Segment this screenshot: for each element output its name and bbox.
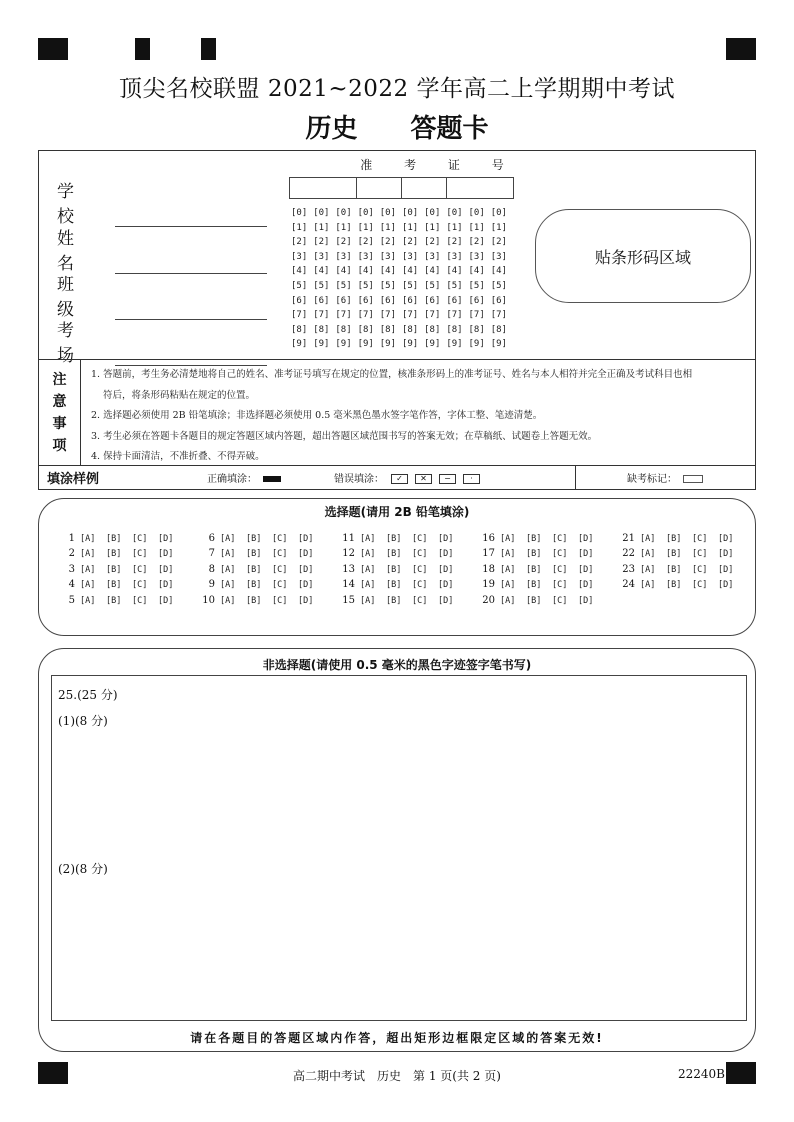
registration-mark bbox=[726, 38, 756, 60]
option-bubble[interactable]: [B] bbox=[246, 595, 262, 606]
question-number: 7 bbox=[208, 548, 215, 560]
choice-question-row[interactable] bbox=[479, 577, 619, 592]
option-bubble[interactable]: [C] bbox=[412, 580, 428, 591]
option-bubble[interactable]: [C] bbox=[552, 595, 568, 606]
option-bubble[interactable]: [B] bbox=[386, 595, 402, 606]
question-number: 20 bbox=[482, 594, 495, 606]
digit-bubble[interactable]: [5] bbox=[424, 280, 441, 291]
digit-bubble[interactable]: [9] bbox=[490, 339, 507, 350]
question-number: 10 bbox=[202, 594, 215, 606]
question-number: 8 bbox=[208, 563, 215, 575]
exam-digit-row[interactable] bbox=[291, 221, 513, 236]
question-number: 4 bbox=[68, 579, 75, 591]
option-bubble[interactable]: [B] bbox=[246, 549, 262, 560]
option-bubble[interactable]: [C] bbox=[552, 564, 568, 575]
choice-question-row[interactable] bbox=[339, 593, 479, 608]
digit-bubble[interactable]: [1] bbox=[468, 222, 485, 233]
option-bubble[interactable]: [D] bbox=[298, 595, 314, 606]
registration-mark bbox=[135, 38, 150, 60]
digit-bubble[interactable]: [0] bbox=[379, 208, 397, 218]
option-bubble[interactable]: [C] bbox=[552, 534, 568, 544]
name-field[interactable]: 姓 名 bbox=[57, 224, 267, 274]
digit-bubble[interactable]: [2] bbox=[313, 237, 330, 248]
option-bubble[interactable]: [C] bbox=[272, 580, 288, 591]
choice-question-row[interactable] bbox=[339, 577, 479, 592]
option-bubble[interactable]: [B] bbox=[666, 534, 682, 544]
class-field[interactable]: 班 级 bbox=[57, 270, 267, 320]
digit-bubble[interactable]: [2] bbox=[357, 237, 374, 248]
digit-bubble[interactable]: [6] bbox=[379, 295, 397, 306]
digit-bubble[interactable]: [1] bbox=[357, 222, 374, 233]
correct-fill-example: 正确填涂： bbox=[207, 470, 281, 485]
digit-bubble[interactable]: [0] bbox=[401, 208, 419, 218]
option-bubble[interactable]: [A] bbox=[80, 580, 96, 591]
digit-bubble[interactable]: [7] bbox=[313, 310, 330, 321]
option-bubble[interactable]: [B] bbox=[386, 564, 402, 575]
fill-example-row bbox=[39, 465, 755, 490]
digit-bubble[interactable]: [8] bbox=[490, 324, 507, 335]
digit-bubble[interactable]: [6] bbox=[401, 295, 419, 306]
answer-box-25[interactable] bbox=[51, 675, 747, 1021]
digit-bubble[interactable]: [5] bbox=[335, 280, 352, 291]
choice-question-row[interactable] bbox=[619, 562, 759, 577]
option-bubble[interactable]: [D] bbox=[158, 580, 174, 591]
digit-bubble[interactable]: [1] bbox=[379, 222, 397, 233]
option-bubble[interactable]: [C] bbox=[692, 564, 708, 575]
page-footer: 高二期中考试 历史 第 1 页(共 2 页) bbox=[293, 1069, 501, 1083]
option-bubble[interactable]: [D] bbox=[158, 595, 174, 606]
note-item: 1. 答题前，考生务必清楚地将自己的姓名、准考证号填写在规定的位置，核准条形码上的准考证号、姓名与本人相符并完全正确及考试科目也相 bbox=[91, 369, 693, 380]
digit-bubble[interactable]: [9] bbox=[401, 339, 419, 350]
digit-bubble[interactable]: [0] bbox=[313, 208, 330, 218]
choice-question-row[interactable] bbox=[59, 593, 199, 608]
digit-bubble[interactable]: [7] bbox=[468, 310, 485, 321]
option-bubble[interactable]: [C] bbox=[692, 580, 708, 591]
digit-bubble[interactable]: [0] bbox=[335, 208, 352, 218]
option-bubble[interactable]: [D] bbox=[718, 564, 734, 575]
question-number: 1 bbox=[68, 533, 75, 544]
option-bubble[interactable]: [B] bbox=[526, 534, 542, 544]
notes-heading: 注 意 事 项 bbox=[39, 359, 81, 465]
option-bubble[interactable]: [C] bbox=[132, 564, 148, 575]
option-bubble[interactable]: [D] bbox=[298, 564, 314, 575]
digit-bubble[interactable]: [3] bbox=[446, 251, 463, 262]
option-bubble[interactable]: [D] bbox=[718, 580, 734, 591]
option-bubble[interactable]: [D] bbox=[578, 564, 594, 575]
exam-digit-row[interactable] bbox=[291, 235, 513, 250]
option-bubble[interactable]: [B] bbox=[526, 580, 542, 591]
digit-bubble[interactable]: [1] bbox=[446, 222, 463, 233]
option-bubble[interactable]: [B] bbox=[666, 564, 682, 575]
digit-bubble[interactable]: [7] bbox=[357, 310, 374, 321]
option-bubble[interactable]: [A] bbox=[220, 580, 236, 591]
digit-bubble[interactable]: [4] bbox=[313, 266, 330, 277]
choice-question-row[interactable] bbox=[339, 531, 479, 546]
option-bubble[interactable]: [D] bbox=[298, 549, 314, 560]
option-bubble[interactable]: [D] bbox=[578, 549, 594, 560]
digit-bubble[interactable]: [5] bbox=[291, 280, 308, 291]
nonchoice-section bbox=[38, 648, 756, 1052]
option-bubble[interactable]: [D] bbox=[718, 549, 734, 560]
digit-bubble[interactable]: [3] bbox=[313, 251, 330, 262]
exam-number-label: 准 考 证 号 bbox=[360, 158, 518, 172]
digit-bubble[interactable]: [5] bbox=[357, 280, 374, 291]
digit-bubble[interactable]: [0] bbox=[490, 208, 507, 218]
option-bubble[interactable]: [D] bbox=[578, 595, 594, 606]
option-bubble[interactable]: [B] bbox=[386, 534, 402, 544]
digit-bubble[interactable]: [3] bbox=[468, 251, 485, 262]
digit-bubble[interactable]: [4] bbox=[424, 266, 441, 277]
choice-question-row[interactable] bbox=[619, 546, 759, 561]
note-item: 3. 考生必须在答题卡各题目的规定答题区域内答题，超出答题区域范围书写的答案无效；在草稿纸、试题卷上答题无效。 bbox=[91, 430, 598, 442]
question-number: 5 bbox=[68, 594, 75, 606]
digit-bubble[interactable]: [5] bbox=[401, 280, 419, 291]
exam-digit-row[interactable] bbox=[291, 308, 513, 323]
option-bubble[interactable]: [C] bbox=[132, 549, 148, 560]
digit-bubble[interactable]: [8] bbox=[468, 324, 485, 335]
digit-bubble[interactable]: [4] bbox=[490, 266, 507, 277]
digit-bubble[interactable]: [6] bbox=[291, 295, 308, 306]
digit-bubble[interactable]: [4] bbox=[379, 266, 397, 277]
option-bubble[interactable]: [C] bbox=[272, 564, 288, 575]
question-number: 16 bbox=[482, 533, 495, 544]
card-title bbox=[0, 108, 794, 145]
question-number: 18 bbox=[482, 563, 495, 575]
option-bubble[interactable]: [C] bbox=[132, 595, 148, 606]
choice-question-row[interactable] bbox=[199, 546, 339, 561]
option-bubble[interactable]: [B] bbox=[106, 595, 122, 606]
digit-bubble[interactable]: [5] bbox=[490, 280, 507, 291]
digit-bubble[interactable]: [0] bbox=[468, 208, 485, 218]
digit-bubble[interactable]: [9] bbox=[468, 339, 485, 350]
option-bubble[interactable]: [A] bbox=[360, 595, 376, 606]
subject-label: 历史 bbox=[305, 114, 358, 144]
digit-bubble[interactable]: [9] bbox=[335, 339, 352, 350]
exam-digit-row[interactable] bbox=[291, 279, 513, 294]
card-code: 22240B bbox=[678, 1067, 725, 1081]
question-number: 14 bbox=[342, 579, 355, 591]
choice-question-row[interactable] bbox=[619, 531, 759, 546]
question-number: 13 bbox=[342, 563, 355, 575]
digit-bubble[interactable]: [4] bbox=[446, 266, 463, 277]
digit-bubble[interactable]: [3] bbox=[357, 251, 374, 262]
option-bubble[interactable]: [D] bbox=[298, 534, 314, 544]
digit-bubble[interactable]: [7] bbox=[335, 310, 352, 321]
nonchoice-title: 非选择题(请使用 0.5 毫米的黑色字迹签字笔书写) bbox=[262, 658, 532, 672]
digit-bubble[interactable]: [1] bbox=[424, 222, 441, 233]
choice-question-row[interactable] bbox=[59, 546, 199, 561]
question-number: 11 bbox=[342, 533, 355, 544]
option-bubble[interactable]: [A] bbox=[360, 580, 376, 591]
option-bubble[interactable]: [A] bbox=[220, 595, 236, 606]
barcode-area: 贴条形码区域 bbox=[535, 209, 751, 303]
option-bubble[interactable]: [A] bbox=[220, 534, 236, 544]
digit-bubble[interactable]: [2] bbox=[424, 237, 441, 248]
question-25: 25.(25 分) bbox=[58, 688, 118, 702]
option-bubble[interactable]: [D] bbox=[158, 549, 174, 560]
digit-bubble[interactable]: [7] bbox=[446, 310, 463, 321]
school-field[interactable]: 学 校 bbox=[57, 177, 267, 227]
option-bubble[interactable]: [B] bbox=[666, 549, 682, 560]
option-bubble[interactable]: [A] bbox=[80, 564, 96, 575]
question-number: 21 bbox=[622, 533, 635, 544]
option-bubble[interactable]: [B] bbox=[106, 534, 122, 544]
option-bubble[interactable]: [C] bbox=[272, 534, 288, 544]
digit-bubble[interactable]: [5] bbox=[313, 280, 330, 291]
digit-bubble[interactable]: [3] bbox=[490, 251, 507, 262]
question-number: 15 bbox=[342, 594, 355, 606]
option-bubble[interactable]: [D] bbox=[438, 534, 454, 544]
digit-bubble[interactable]: [7] bbox=[291, 310, 308, 321]
registration-mark bbox=[38, 38, 68, 60]
choice-section bbox=[38, 498, 756, 636]
note-item: 2. 选择题必须使用 2B 铅笔填涂；非选择题必须使用 0.5 毫米黑色墨水签字笔作答，字体工整、笔迹清楚。 bbox=[91, 410, 543, 421]
exam-digit-row[interactable] bbox=[291, 323, 513, 338]
option-bubble[interactable]: [B] bbox=[386, 580, 402, 591]
digit-bubble[interactable]: [6] bbox=[313, 295, 330, 306]
digit-bubble[interactable]: [3] bbox=[401, 251, 419, 262]
digit-bubble[interactable]: [1] bbox=[335, 222, 352, 233]
digit-bubble[interactable]: [6] bbox=[490, 295, 507, 306]
digit-bubble[interactable]: [8] bbox=[446, 324, 463, 335]
option-bubble[interactable]: [A] bbox=[80, 534, 96, 544]
digit-bubble[interactable]: [8] bbox=[313, 324, 330, 335]
option-bubble[interactable]: [D] bbox=[718, 534, 734, 544]
digit-bubble[interactable]: [4] bbox=[357, 266, 374, 277]
option-bubble[interactable]: [B] bbox=[526, 549, 542, 560]
exam-digit-row[interactable] bbox=[291, 206, 513, 221]
option-bubble[interactable]: [A] bbox=[500, 564, 516, 575]
digit-bubble[interactable]: [8] bbox=[357, 324, 374, 335]
option-bubble[interactable]: [C] bbox=[692, 549, 708, 560]
choice-question-row[interactable] bbox=[199, 577, 339, 592]
choice-question-row[interactable] bbox=[59, 577, 199, 592]
option-bubble[interactable]: [A] bbox=[360, 549, 376, 560]
option-bubble[interactable]: [B] bbox=[106, 564, 122, 575]
digit-bubble[interactable]: [5] bbox=[468, 280, 485, 291]
option-bubble[interactable]: [C] bbox=[132, 580, 148, 591]
digit-bubble[interactable]: [6] bbox=[446, 295, 463, 306]
student-info-panel bbox=[38, 150, 756, 490]
digit-bubble[interactable]: [9] bbox=[313, 339, 330, 350]
digit-bubble[interactable]: [6] bbox=[468, 295, 485, 306]
exam-title: 顶尖名校联盟 2021~2022 学年高二上学期期中考试 bbox=[119, 76, 675, 102]
option-bubble[interactable]: [A] bbox=[500, 580, 516, 591]
choice-title: 选择题(请用 2B 铅笔填涂) bbox=[324, 505, 470, 519]
choice-question-row[interactable] bbox=[339, 562, 479, 577]
choice-question-row[interactable] bbox=[199, 562, 339, 577]
option-bubble[interactable]: [A] bbox=[500, 549, 516, 560]
option-bubble[interactable]: [B] bbox=[666, 580, 682, 591]
option-bubble[interactable]: [A] bbox=[640, 564, 656, 575]
option-bubble[interactable]: [A] bbox=[220, 564, 236, 575]
digit-bubble[interactable]: [8] bbox=[401, 324, 419, 335]
option-bubble[interactable]: [A] bbox=[360, 534, 376, 544]
choice-question-row[interactable] bbox=[479, 562, 619, 577]
option-bubble[interactable]: [B] bbox=[106, 580, 122, 591]
digit-bubble[interactable]: [9] bbox=[379, 339, 397, 350]
room-field[interactable]: 考 场 bbox=[57, 316, 267, 366]
option-bubble[interactable]: [D] bbox=[578, 534, 594, 544]
card-label: 答题卡 bbox=[410, 114, 489, 144]
option-bubble[interactable]: [C] bbox=[552, 580, 568, 591]
digit-bubble[interactable]: [4] bbox=[335, 266, 352, 277]
choice-question-row[interactable] bbox=[339, 546, 479, 561]
option-bubble[interactable]: [A] bbox=[220, 549, 236, 560]
option-bubble[interactable]: [D] bbox=[578, 580, 594, 591]
exam-digit-row[interactable] bbox=[291, 264, 513, 279]
option-bubble[interactable]: [D] bbox=[438, 595, 454, 606]
digit-bubble[interactable]: [3] bbox=[335, 251, 352, 262]
choice-question-row[interactable] bbox=[619, 577, 759, 592]
question-number: 24 bbox=[622, 579, 635, 591]
digit-bubble[interactable]: [4] bbox=[401, 266, 419, 277]
option-bubble[interactable]: [B] bbox=[246, 534, 262, 544]
digit-bubble[interactable]: [8] bbox=[335, 324, 352, 335]
option-bubble[interactable]: [A] bbox=[500, 595, 516, 606]
option-bubble[interactable]: [C] bbox=[412, 564, 428, 575]
question-number: 6 bbox=[208, 533, 215, 544]
option-bubble[interactable]: [B] bbox=[526, 595, 542, 606]
digit-bubble[interactable]: [1] bbox=[291, 222, 308, 233]
option-bubble[interactable]: [D] bbox=[298, 580, 314, 591]
option-bubble[interactable]: [C] bbox=[552, 549, 568, 560]
choice-question-row[interactable] bbox=[479, 531, 619, 546]
notes-body bbox=[91, 365, 751, 468]
digit-bubble[interactable]: [9] bbox=[424, 339, 441, 350]
digit-bubble[interactable]: [8] bbox=[379, 324, 397, 335]
exam-digit-row[interactable] bbox=[291, 294, 513, 309]
question-number: 17 bbox=[482, 548, 495, 560]
option-bubble[interactable]: [B] bbox=[526, 564, 542, 575]
option-bubble[interactable]: [A] bbox=[360, 564, 376, 575]
digit-bubble[interactable]: [0] bbox=[446, 208, 463, 218]
exam-number-bubble-grid[interactable] bbox=[291, 206, 513, 352]
option-bubble[interactable]: [D] bbox=[158, 564, 174, 575]
digit-bubble[interactable]: [3] bbox=[291, 251, 308, 262]
digit-bubble[interactable]: [2] bbox=[490, 237, 507, 248]
option-bubble[interactable]: [C] bbox=[132, 534, 148, 544]
exam-digit-row[interactable] bbox=[291, 250, 513, 265]
question-number: 9 bbox=[208, 579, 215, 591]
boundary-warning: 请在各题目的答题区域内作答，超出矩形边框限定区域的答案无效! bbox=[190, 1031, 604, 1045]
option-bubble[interactable]: [B] bbox=[106, 549, 122, 560]
digit-bubble[interactable]: [5] bbox=[379, 280, 397, 291]
option-bubble[interactable]: [B] bbox=[246, 580, 262, 591]
option-bubble[interactable]: [C] bbox=[272, 549, 288, 560]
option-bubble[interactable]: [C] bbox=[692, 534, 708, 544]
choice-question-row[interactable] bbox=[199, 531, 339, 546]
fill-example-title: 填涂样例 bbox=[47, 472, 100, 487]
digit-bubble[interactable]: [7] bbox=[379, 310, 397, 321]
option-bubble[interactable]: [D] bbox=[158, 534, 174, 544]
digit-bubble[interactable]: [6] bbox=[424, 295, 441, 306]
note-item: 符后，将条形码粘贴在规定的位置。 bbox=[103, 389, 256, 401]
option-bubble[interactable]: [C] bbox=[412, 595, 428, 606]
choice-question-row[interactable] bbox=[199, 593, 339, 608]
option-bubble[interactable]: [D] bbox=[438, 580, 454, 591]
digit-bubble[interactable]: [9] bbox=[291, 339, 308, 350]
digit-bubble[interactable]: [4] bbox=[468, 266, 485, 277]
option-bubble[interactable]: [C] bbox=[412, 549, 428, 560]
digit-bubble[interactable]: [4] bbox=[291, 266, 308, 277]
option-bubble[interactable]: [D] bbox=[438, 564, 454, 575]
digit-bubble[interactable]: [9] bbox=[357, 339, 374, 350]
digit-bubble[interactable]: [9] bbox=[446, 339, 463, 350]
exam-number-boxes[interactable] bbox=[289, 177, 514, 199]
choice-question-row[interactable] bbox=[479, 593, 619, 608]
digit-bubble[interactable]: [2] bbox=[446, 237, 463, 248]
digit-bubble[interactable]: [0] bbox=[357, 208, 374, 218]
option-bubble[interactable]: [C] bbox=[412, 534, 428, 544]
option-bubble[interactable]: [A] bbox=[80, 595, 96, 606]
registration-mark bbox=[201, 38, 216, 60]
question-number: 23 bbox=[622, 563, 635, 575]
question-number: 12 bbox=[342, 548, 355, 560]
digit-bubble[interactable]: [7] bbox=[490, 310, 507, 321]
digit-bubble[interactable]: [2] bbox=[291, 237, 308, 248]
digit-bubble[interactable]: [8] bbox=[291, 324, 308, 335]
digit-bubble[interactable]: [0] bbox=[291, 208, 308, 218]
question-number: 3 bbox=[68, 563, 75, 575]
choice-bubble-grid[interactable] bbox=[59, 531, 759, 608]
absent-mark[interactable]: 缺考标记： bbox=[627, 470, 703, 485]
choice-question-row[interactable] bbox=[59, 531, 199, 546]
digit-bubble[interactable]: [6] bbox=[335, 295, 352, 306]
digit-bubble[interactable]: [1] bbox=[313, 222, 330, 233]
digit-bubble[interactable]: [6] bbox=[357, 295, 374, 306]
question-number: 2 bbox=[68, 548, 75, 560]
question-25-1: (1)(8 分) bbox=[58, 714, 108, 728]
digit-bubble[interactable]: [8] bbox=[424, 324, 441, 335]
choice-question-row[interactable] bbox=[59, 562, 199, 577]
option-bubble[interactable]: [A] bbox=[640, 534, 656, 544]
digit-bubble[interactable]: [0] bbox=[424, 208, 441, 218]
option-bubble[interactable]: [D] bbox=[438, 549, 454, 560]
digit-bubble[interactable]: [2] bbox=[468, 237, 485, 248]
exam-digit-row[interactable] bbox=[291, 337, 513, 352]
wrong-fill-example: 错误填涂： ✓ ✕ − · bbox=[334, 470, 480, 485]
digit-bubble[interactable]: [2] bbox=[335, 237, 352, 248]
choice-question-row[interactable] bbox=[479, 546, 619, 561]
note-item: 4. 保持卡面清洁，不准折叠、不得弄破。 bbox=[91, 451, 265, 462]
digit-bubble[interactable]: [3] bbox=[424, 251, 441, 262]
option-bubble[interactable]: [B] bbox=[386, 549, 402, 560]
digit-bubble[interactable]: [7] bbox=[424, 310, 441, 321]
question-number: 19 bbox=[482, 579, 495, 591]
digit-bubble[interactable]: [7] bbox=[401, 310, 419, 321]
option-bubble[interactable]: [B] bbox=[246, 564, 262, 575]
digit-bubble[interactable]: [2] bbox=[401, 237, 419, 248]
option-bubble[interactable]: [A] bbox=[80, 549, 96, 560]
question-25-2: (2)(8 分) bbox=[58, 862, 108, 876]
option-bubble[interactable]: [C] bbox=[272, 595, 288, 606]
digit-bubble[interactable]: [1] bbox=[401, 222, 419, 233]
option-bubble[interactable]: [A] bbox=[500, 534, 516, 544]
option-bubble[interactable]: [A] bbox=[640, 580, 656, 591]
digit-bubble[interactable]: [5] bbox=[446, 280, 463, 291]
question-number: 22 bbox=[622, 548, 635, 560]
option-bubble[interactable]: [A] bbox=[640, 549, 656, 560]
digit-bubble[interactable]: [2] bbox=[379, 237, 397, 248]
digit-bubble[interactable]: [1] bbox=[490, 222, 507, 233]
digit-bubble[interactable]: [3] bbox=[379, 251, 397, 262]
